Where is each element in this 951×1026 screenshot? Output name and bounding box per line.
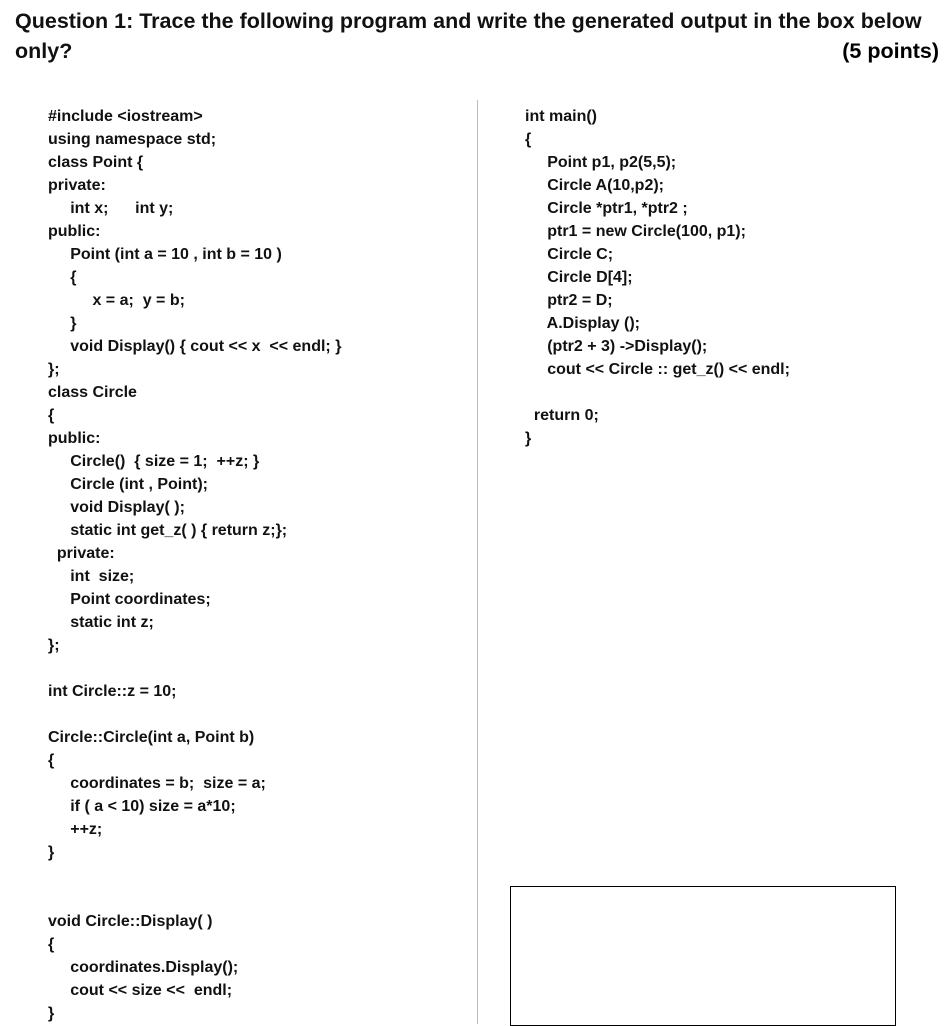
code-line: int main() bbox=[525, 108, 597, 125]
code-line: int x; int y; bbox=[48, 200, 174, 217]
code-line: x = a; y = b; bbox=[48, 292, 185, 309]
code-line: }; bbox=[48, 361, 60, 378]
code-line: public: bbox=[48, 223, 101, 240]
code-line: int size; bbox=[48, 568, 135, 585]
code-line: Circle A(10,p2); bbox=[525, 177, 664, 194]
code-line: Point p1, p2(5,5); bbox=[525, 154, 677, 171]
code-line: return 0; bbox=[525, 407, 599, 424]
code-line: cout << Circle :: get_z() << endl; bbox=[525, 361, 790, 378]
code-line bbox=[48, 864, 341, 887]
code-line: void Circle::Display( ) bbox=[48, 913, 213, 930]
code-line: ++z; bbox=[48, 821, 103, 838]
code-line: Circle (int , Point); bbox=[48, 476, 208, 493]
code-line: Point coordinates; bbox=[48, 591, 211, 608]
code-line: { bbox=[48, 752, 55, 769]
code-line: } bbox=[525, 430, 532, 447]
code-line: } bbox=[48, 1005, 55, 1022]
code-line: (ptr2 + 3) ->Display(); bbox=[525, 338, 708, 355]
answer-box[interactable] bbox=[510, 886, 896, 1026]
column-divider bbox=[477, 100, 478, 1024]
code-line: Circle::Circle(int a, Point b) bbox=[48, 729, 255, 746]
code-line: using namespace std; bbox=[48, 131, 217, 148]
code-line bbox=[48, 703, 341, 726]
code-line: } bbox=[48, 315, 77, 332]
code-line: private: bbox=[48, 545, 115, 562]
code-line: }; bbox=[48, 637, 60, 654]
code-line: Circle *ptr1, *ptr2 ; bbox=[525, 200, 688, 217]
code-line: void Display() { cout << x << endl; } bbox=[48, 338, 342, 355]
code-line: Circle D[4]; bbox=[525, 269, 633, 286]
code-line: { bbox=[525, 131, 532, 148]
code-line: private: bbox=[48, 177, 106, 194]
code-line: Circle C; bbox=[525, 246, 614, 263]
code-line: void Display( ); bbox=[48, 499, 185, 516]
code-line: A.Display (); bbox=[525, 315, 640, 332]
code-line: #include <iostream> bbox=[48, 108, 203, 125]
code-line: ptr2 = D; bbox=[525, 292, 613, 309]
code-line: } bbox=[48, 844, 55, 861]
code-line: { bbox=[48, 407, 55, 424]
code-line: cout << size << endl; bbox=[48, 982, 233, 999]
code-line: Circle() { size = 1; ++z; } bbox=[48, 453, 260, 470]
class-definitions-code bbox=[48, 105, 341, 1025]
code-line: ptr1 = new Circle(100, p1); bbox=[525, 223, 746, 240]
code-line: static int z; bbox=[48, 614, 154, 631]
question-points: (5 points) bbox=[842, 39, 939, 63]
code-line bbox=[48, 887, 341, 910]
main-function-code bbox=[525, 105, 790, 450]
code-line: Point (int a = 10 , int b = 10 ) bbox=[48, 246, 282, 263]
question-title: Question 1: Trace the following program and write the generated output in the box below only? bbox=[15, 9, 922, 63]
code-line: coordinates.Display(); bbox=[48, 959, 239, 976]
code-line bbox=[525, 381, 790, 404]
code-line: if ( a < 10) size = a*10; bbox=[48, 798, 236, 815]
code-line: public: bbox=[48, 430, 101, 447]
code-line: class Point { bbox=[48, 154, 144, 171]
code-line: static int get_z( ) { return z;}; bbox=[48, 522, 288, 539]
code-line: coordinates = b; size = a; bbox=[48, 775, 266, 792]
code-line: int Circle::z = 10; bbox=[48, 683, 177, 700]
code-line: class Circle bbox=[48, 384, 137, 401]
code-line bbox=[48, 657, 341, 680]
code-line: { bbox=[48, 269, 77, 286]
code-line: { bbox=[48, 936, 55, 953]
